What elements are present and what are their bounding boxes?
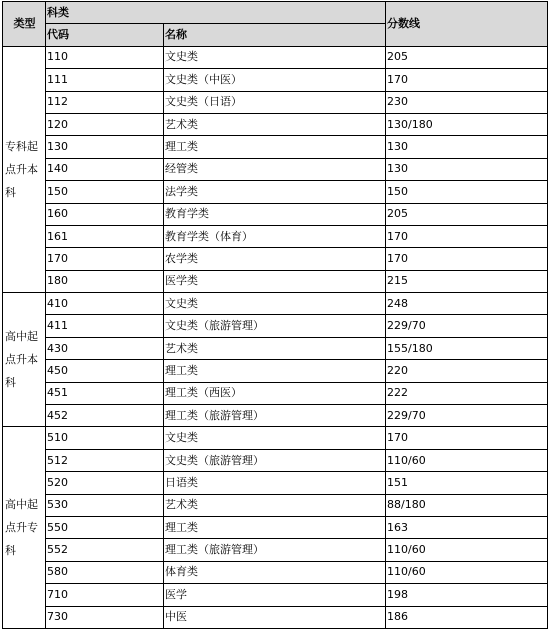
code-cell: 710 (46, 584, 164, 606)
code-cell: 140 (46, 158, 164, 180)
score-cell: 170 (386, 225, 548, 247)
score-cell: 248 (386, 293, 548, 315)
score-cell: 110/60 (386, 539, 548, 561)
code-cell: 552 (46, 539, 164, 561)
name-cell: 文史类 (164, 293, 386, 315)
table-row (3, 248, 548, 270)
code-cell: 530 (46, 494, 164, 516)
table-row (3, 270, 548, 292)
table-row (3, 606, 548, 628)
code-cell: 510 (46, 427, 164, 449)
name-cell: 经管类 (164, 158, 386, 180)
code-cell: 452 (46, 405, 164, 427)
score-cell: 130/180 (386, 113, 548, 135)
group-type-cell: 高中起点升本科 (3, 293, 46, 427)
name-cell: 文史类 (164, 46, 386, 68)
score-cell: 88/180 (386, 494, 548, 516)
score-cell: 170 (386, 248, 548, 270)
code-cell: 111 (46, 69, 164, 91)
code-cell: 451 (46, 382, 164, 404)
group-type-cell: 专科起点升本科 (3, 46, 46, 292)
table-row (3, 405, 548, 427)
score-cell: 215 (386, 270, 548, 292)
name-cell: 医学类 (164, 270, 386, 292)
table-row (3, 136, 548, 158)
table-row (3, 315, 548, 337)
table-row (3, 494, 548, 516)
code-cell: 120 (46, 113, 164, 135)
code-cell: 112 (46, 91, 164, 113)
group-type-cell: 高中起点升专科 (3, 427, 46, 629)
table-row (3, 293, 548, 315)
score-cell: 205 (386, 46, 548, 68)
name-cell: 教育学类 (164, 203, 386, 225)
name-cell: 艺术类 (164, 337, 386, 359)
table-row (3, 449, 548, 471)
table-row (3, 225, 548, 247)
code-cell: 411 (46, 315, 164, 337)
name-cell: 文史类（中医） (164, 69, 386, 91)
score-cell: 130 (386, 158, 548, 180)
name-cell: 文史类（旅游管理） (164, 315, 386, 337)
header-row-top (3, 2, 548, 24)
score-cell: 170 (386, 69, 548, 91)
score-cell: 110/60 (386, 561, 548, 583)
name-cell: 理工类（西医） (164, 382, 386, 404)
code-cell: 180 (46, 270, 164, 292)
code-cell: 450 (46, 360, 164, 382)
header-score: 分数线 (386, 2, 548, 47)
code-cell: 430 (46, 337, 164, 359)
header-category: 科类 (46, 2, 386, 24)
name-cell: 理工类（旅游管理） (164, 539, 386, 561)
score-cell: 205 (386, 203, 548, 225)
score-cell: 163 (386, 516, 548, 538)
name-cell: 中医 (164, 606, 386, 628)
name-cell: 教育学类（体育） (164, 225, 386, 247)
table-row (3, 427, 548, 449)
table-row (3, 360, 548, 382)
code-cell: 170 (46, 248, 164, 270)
name-cell: 农学类 (164, 248, 386, 270)
name-cell: 理工类 (164, 516, 386, 538)
name-cell: 理工类 (164, 136, 386, 158)
table-row (3, 203, 548, 225)
score-cell: 230 (386, 91, 548, 113)
header-code: 代码 (46, 24, 164, 46)
code-cell: 110 (46, 46, 164, 68)
table-body (3, 46, 548, 628)
code-cell: 580 (46, 561, 164, 583)
score-cell: 222 (386, 382, 548, 404)
code-cell: 550 (46, 516, 164, 538)
header-name: 名称 (164, 24, 386, 46)
code-cell: 730 (46, 606, 164, 628)
table-row (3, 69, 548, 91)
score-cell: 150 (386, 181, 548, 203)
score-cell: 130 (386, 136, 548, 158)
name-cell: 日语类 (164, 472, 386, 494)
name-cell: 艺术类 (164, 494, 386, 516)
name-cell: 医学 (164, 584, 386, 606)
table-row (3, 181, 548, 203)
table-row (3, 516, 548, 538)
table-row (3, 46, 548, 68)
score-cell: 110/60 (386, 449, 548, 471)
score-cell: 170 (386, 427, 548, 449)
code-cell: 410 (46, 293, 164, 315)
score-cell: 229/70 (386, 315, 548, 337)
table-row (3, 113, 548, 135)
name-cell: 文史类（旅游管理） (164, 449, 386, 471)
name-cell: 体育类 (164, 561, 386, 583)
name-cell: 理工类 (164, 360, 386, 382)
code-cell: 160 (46, 203, 164, 225)
header-type: 类型 (3, 2, 46, 47)
code-cell: 161 (46, 225, 164, 247)
score-table (2, 1, 548, 629)
table-row (3, 539, 548, 561)
score-cell: 186 (386, 606, 548, 628)
score-cell: 229/70 (386, 405, 548, 427)
code-cell: 520 (46, 472, 164, 494)
name-cell: 法学类 (164, 181, 386, 203)
table-row (3, 337, 548, 359)
name-cell: 艺术类 (164, 113, 386, 135)
table-row (3, 158, 548, 180)
score-cell: 155/180 (386, 337, 548, 359)
score-cell: 198 (386, 584, 548, 606)
table-row (3, 561, 548, 583)
table-row (3, 584, 548, 606)
code-cell: 512 (46, 449, 164, 471)
name-cell: 理工类（旅游管理） (164, 405, 386, 427)
table-row (3, 91, 548, 113)
name-cell: 文史类 (164, 427, 386, 449)
score-cell: 220 (386, 360, 548, 382)
code-cell: 130 (46, 136, 164, 158)
table-row (3, 382, 548, 404)
table-row (3, 472, 548, 494)
name-cell: 文史类（日语） (164, 91, 386, 113)
code-cell: 150 (46, 181, 164, 203)
score-cell: 151 (386, 472, 548, 494)
